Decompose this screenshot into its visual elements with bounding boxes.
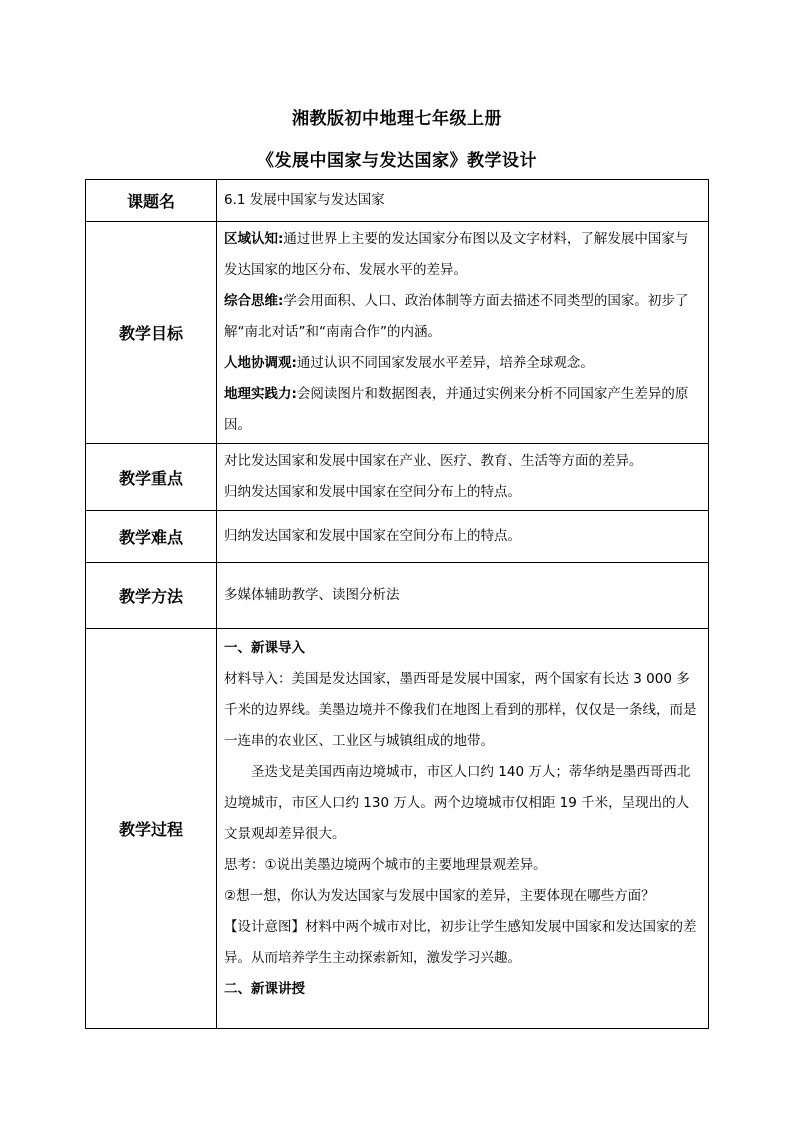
- goal-item: [224, 286, 701, 348]
- design-intent: 【设计意图】材料中两个城市对比，初步让学生感知发展中国家和发达国家的差异。从而培养学生主动探索新知，激发学习兴趣。: [224, 919, 697, 966]
- method-value: 多媒体辅助教学、读图分析法: [217, 563, 709, 629]
- table-row-focus: [86, 444, 709, 511]
- method-label: 教学方法: [86, 563, 217, 629]
- material-paragraph: 圣迭戈是美国西南边境城市，市区人口约 140 万人；蒂华纳是墨西哥西北边境城市，市区人口约 130 万人。两个边境城市仅相距 19 千米，呈现出的人文景观却差异很大。: [224, 764, 691, 842]
- difficulty-label: 教学难点: [86, 511, 217, 563]
- focus-line: 归纳发达国家和发展中国家在空间分布上的特点。: [224, 484, 521, 500]
- goal-item: [224, 224, 701, 286]
- goals-label: 教学目标: [86, 222, 217, 444]
- table-row-goals: [86, 222, 709, 444]
- goal-heading: 综合思维:: [224, 293, 284, 309]
- goal-text: 通过认识不同国家发展水平差异，培养全球观念。: [296, 355, 594, 371]
- document-title-line2: 《发展中国家与发达国家》教学设计: [257, 151, 537, 171]
- goal-text: 学会用面积、人口、政治体制等方面去描述不同类型的国家。初步了解“南北对话”和“南南合作”的内涵。: [224, 293, 689, 340]
- goal-item: [224, 348, 701, 379]
- difficulty-value: 归纳发达国家和发展中国家在空间分布上的特点。: [217, 511, 709, 563]
- goals-content: [217, 222, 709, 444]
- goal-heading: 人地协调观:: [224, 355, 297, 371]
- topic-label: 课题名: [86, 180, 217, 222]
- focus-line: 对比发达国家和发展中国家在产业、医疗、教育、生活等方面的差异。: [224, 453, 643, 469]
- process-label: 教学过程: [86, 629, 217, 1029]
- process-content: [217, 629, 709, 1029]
- goal-item: [224, 379, 701, 441]
- goal-heading: 地理实践力:: [224, 386, 297, 402]
- goal-text: 通过世界上主要的发达国家分布图以及文字材料，了解发展中国家与发达国家的地区分布、发展水平的差异。: [224, 231, 689, 278]
- goal-heading: 区域认知:: [224, 231, 284, 247]
- material-paragraph: 材料导入：美国是发达国家，墨西哥是发展中国家，两个国家有长达 3 000 多千米的边界线。美墨边境并不像我们在地图上看到的那样，仅仅是一条线，而是一连串的农业区、工业区与城镇组成的地带。: [224, 671, 697, 749]
- lesson-plan-table: [85, 179, 709, 1029]
- document-title-line1: 湘教版初中地理七年级上册: [292, 109, 502, 129]
- think-question: ②想一想，你认为发达国家与发展中国家的差异，主要体现在哪些方面？: [224, 888, 655, 904]
- topic-value: 6.1 发展中国家与发达国家: [217, 180, 709, 222]
- focus-label: 教学重点: [86, 444, 217, 511]
- table-row-process: [86, 629, 709, 1029]
- focus-content: [217, 444, 709, 511]
- section-heading-teaching: 二、新课讲授: [224, 981, 305, 997]
- table-row-topic: [86, 180, 709, 222]
- goal-text: 会阅读图片和数据图表，并通过实例来分析不同国家产生差异的原因。: [224, 386, 689, 433]
- table-row-method: [86, 563, 709, 629]
- section-heading-intro: 一、新课导入: [224, 640, 305, 656]
- table-row-difficulty: [86, 511, 709, 563]
- think-question: 思考：①说出美墨边境两个城市的主要地理景观差异。: [224, 857, 547, 873]
